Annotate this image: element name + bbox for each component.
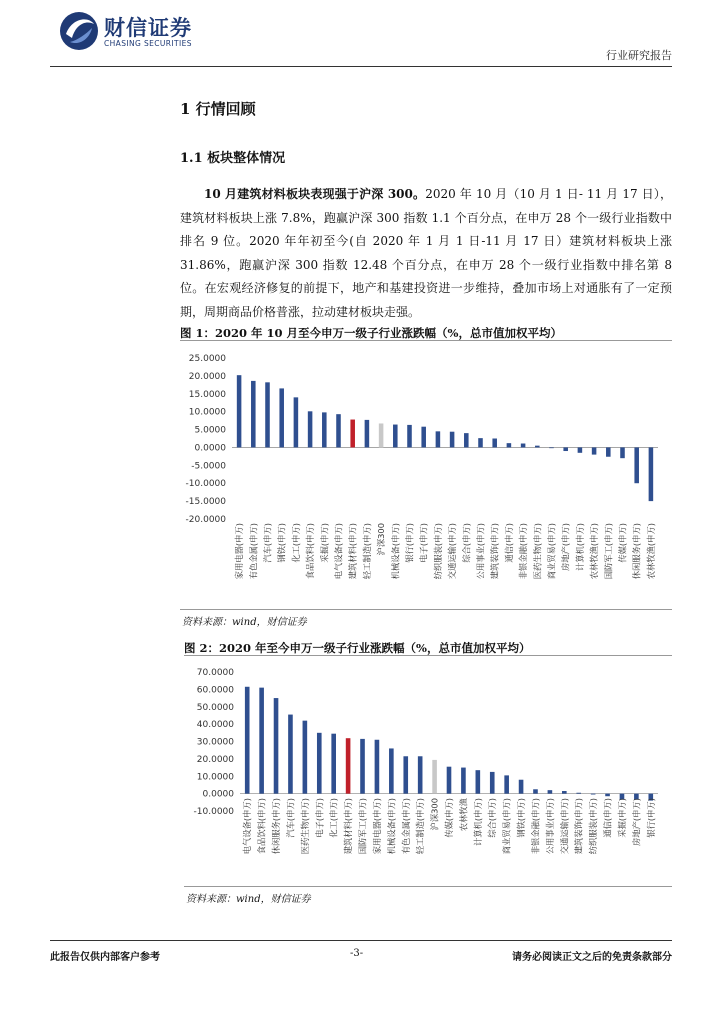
- bar: [407, 425, 412, 448]
- category-label: 电子(申万): [314, 798, 325, 838]
- subsection-title: 1.1 板块整体情况: [180, 151, 286, 166]
- bar: [279, 388, 284, 447]
- category-label: 商业贸易(申万): [546, 523, 557, 580]
- category-label: 公用事业(申万): [475, 523, 486, 580]
- category-label: 化工(申万): [328, 798, 339, 838]
- category-label: 银行(申万): [404, 523, 415, 563]
- category-label: 传媒(申万): [444, 798, 454, 838]
- category-label: 医药生物(申万): [299, 798, 310, 855]
- bar: [436, 431, 441, 447]
- bar: [421, 427, 426, 448]
- category-label: 国防军工(申万): [357, 798, 368, 855]
- figure-2-title: 图 2：2020 年至今申万一级子行业涨跌幅（%，总市值加权平均）: [184, 641, 531, 655]
- brand-name-en: CHASING SECURITIES: [104, 39, 192, 48]
- category-label: 沪深300: [429, 798, 440, 831]
- category-label: 银行(申万): [645, 798, 656, 838]
- bar: [393, 425, 398, 448]
- figure-1-chart: [180, 341, 672, 609]
- bar: [322, 412, 327, 447]
- category-label: 电气设备(申万): [242, 798, 253, 855]
- category-label: 建筑材料(申万): [347, 523, 358, 580]
- figure-2-frame: [184, 655, 672, 887]
- category-label: 食品饮料(申万): [256, 798, 267, 855]
- y-tick-label: 50.0000: [196, 702, 234, 713]
- category-label: 综合(申万): [461, 523, 472, 563]
- y-tick-label: 20.0000: [196, 754, 234, 765]
- category-label: 电气设备(申万): [333, 523, 344, 580]
- footer-disclaimer: 此报告仅供内部客户参考: [50, 952, 160, 963]
- category-label: 商业贸易(申万): [501, 798, 512, 855]
- category-label: 传媒(申万): [617, 523, 628, 563]
- bar: [432, 760, 437, 794]
- bar: [245, 687, 250, 794]
- bar: [634, 447, 639, 483]
- category-label: 农林牧渔: [458, 798, 469, 832]
- bar: [237, 375, 242, 447]
- bar: [478, 438, 483, 447]
- summary-paragraph: [180, 183, 672, 324]
- bar: [331, 734, 336, 794]
- y-tick-label: 15.0000: [188, 389, 226, 400]
- report-type: 行业研究报告: [606, 49, 672, 62]
- bar: [548, 790, 553, 793]
- bar: [521, 444, 526, 448]
- category-label: 电子(申万): [418, 523, 429, 563]
- category-label: 机械设备(申万): [390, 523, 401, 580]
- y-tick-label: -10.0000: [193, 807, 234, 817]
- bar: [578, 447, 583, 452]
- category-label: 机械设备(申万): [386, 798, 397, 855]
- bar: [294, 397, 299, 447]
- bar: [303, 721, 308, 794]
- bar: [450, 432, 455, 448]
- bar: [592, 447, 597, 454]
- category-label: 公用事业(申万): [544, 798, 555, 855]
- category-label: 有色金属(申万): [248, 523, 259, 580]
- category-label: 建筑装饰(申万): [573, 798, 584, 855]
- category-label: 通信(申万): [503, 523, 514, 563]
- bar: [606, 447, 611, 456]
- header-divider: [50, 66, 672, 67]
- category-label: 交通运输(申万): [447, 523, 458, 580]
- category-label: 家用电器(申万): [371, 798, 382, 855]
- bar: [464, 433, 469, 447]
- bar: [317, 733, 322, 794]
- y-tick-label: 40.0000: [196, 720, 234, 731]
- bar: [274, 698, 279, 794]
- category-label: 汽车(申万): [262, 523, 273, 563]
- y-tick-label: -15.0000: [185, 497, 226, 508]
- bar: [375, 740, 380, 794]
- bar: [490, 772, 495, 794]
- category-label: 农林牧渔(申万): [589, 523, 600, 580]
- bar: [533, 789, 538, 793]
- y-tick-label: -10.0000: [185, 479, 226, 490]
- bar: [649, 447, 654, 501]
- category-label: 采掘(申万): [319, 523, 330, 563]
- bar: [447, 767, 452, 794]
- category-label: 国防军工(申万): [603, 523, 614, 580]
- category-label: 沪深300: [376, 523, 387, 556]
- category-label: 房地产(申万): [560, 523, 571, 571]
- bar: [535, 446, 540, 448]
- category-label: 轻工制造(申万): [415, 798, 426, 855]
- figure-1-title: 图 1：2020 年 10 月至今申万一级子行业涨跌幅（%，总市值加权平均）: [180, 326, 562, 340]
- figure-2-chart: [184, 656, 672, 886]
- category-label: 建筑装饰(申万): [489, 523, 500, 580]
- category-label: 纺织服装(申万): [588, 798, 599, 855]
- figure-2-source: 资料来源：wind，财信证券: [186, 894, 311, 905]
- y-tick-label: 10.0000: [196, 772, 234, 783]
- category-label: 休闲服务(申万): [271, 798, 282, 855]
- paragraph-body: 2020 年 10 月（10 月 1 日- 11 月 17 日），建筑材料板块上涨 7.8%，跑赢沪深 300 指数 1.1 个百分点，在申万 28 个一级行业指数中排名 9 位。2020 年年初至今(自 2020 年 1 月 1 日-11 月 17 日）建筑材料板块上涨 31.86%，跑赢沪深 300 指数 12.48 个百分点，在申万 28 个一级行业指数中排名第 8 位。在宏观经济修复的前提下，地产和基建投资进一步维持，叠加市场上对通胀有了一定预期，周期商品价格普涨，拉动建材板块走强。: [180, 187, 672, 319]
- page-number: -3-: [350, 948, 364, 959]
- bar: [507, 443, 512, 447]
- y-tick-label: -20.0000: [185, 515, 226, 525]
- bar: [605, 794, 610, 797]
- bar: [519, 780, 524, 794]
- y-tick-label: 25.0000: [188, 354, 226, 364]
- bar: [360, 739, 365, 794]
- logo-mark-icon: [58, 10, 100, 52]
- y-tick-label: -5.0000: [191, 461, 226, 472]
- category-label: 医药生物(申万): [532, 523, 543, 580]
- y-tick-label: 10.0000: [188, 407, 226, 418]
- category-label: 家用电器(申万): [234, 523, 245, 580]
- category-label: 交通运输(申万): [559, 798, 570, 855]
- bar: [549, 447, 554, 448]
- y-tick-label: 70.0000: [196, 668, 234, 678]
- bar: [308, 411, 313, 447]
- category-label: 汽车(申万): [285, 798, 296, 838]
- category-label: 钢铁(申万): [276, 523, 287, 563]
- bar: [562, 791, 567, 794]
- category-label: 化工(申万): [290, 523, 301, 563]
- y-tick-label: 60.0000: [196, 685, 234, 696]
- category-label: 非银金融(申万): [518, 523, 529, 580]
- bar: [591, 794, 596, 795]
- bar: [492, 439, 497, 448]
- bar: [265, 382, 270, 447]
- category-label: 综合(申万): [487, 798, 498, 838]
- bar: [346, 738, 351, 793]
- category-label: 房地产(申万): [631, 798, 642, 846]
- figure-1-frame: [180, 340, 672, 610]
- paragraph-lead: 10 月建筑材料板块表现强于沪深 300。: [204, 187, 426, 201]
- category-label: 计算机(申万): [472, 798, 483, 846]
- y-tick-label: 5.0000: [194, 425, 226, 436]
- category-label: 纺织服装(申万): [432, 523, 443, 580]
- bar: [251, 381, 256, 448]
- footer-divider: [50, 940, 672, 941]
- category-label: 非银金融(申万): [530, 798, 541, 855]
- section-title: 1 行情回顾: [180, 100, 256, 118]
- figure-1-source: 资料来源：wind，财信证券: [182, 617, 307, 628]
- y-tick-label: 30.0000: [196, 737, 234, 748]
- category-label: 食品饮料(申万): [305, 523, 316, 580]
- category-label: 轻工制造(申万): [361, 523, 372, 580]
- category-label: 通信(申万): [602, 798, 613, 838]
- bar: [418, 756, 423, 793]
- bar: [259, 688, 264, 794]
- bar: [620, 447, 625, 458]
- footer-legal-notice: 请务必阅读正文之后的免责条款部分: [512, 952, 672, 963]
- bar: [379, 423, 384, 447]
- bar: [476, 770, 481, 793]
- bar: [576, 793, 581, 794]
- bar: [350, 420, 355, 448]
- category-label: 有色金属(申万): [400, 798, 411, 855]
- company-logo: [58, 10, 198, 52]
- y-tick-label: 20.0000: [188, 371, 226, 382]
- bar: [288, 715, 293, 794]
- bar: [365, 420, 370, 448]
- category-label: 建筑材料(申万): [343, 798, 354, 855]
- bar: [403, 756, 408, 793]
- category-label: 钢铁(申万): [516, 798, 527, 838]
- bar: [563, 447, 568, 451]
- category-label: 农林牧渔(申万): [645, 523, 656, 580]
- bar: [461, 768, 466, 794]
- y-tick-label: 0.0000: [202, 789, 234, 800]
- category-label: 休闲服务(申万): [631, 523, 642, 580]
- category-label: 计算机(申万): [574, 523, 585, 571]
- bar: [504, 775, 509, 793]
- bar: [389, 748, 394, 793]
- category-label: 采掘(申万): [616, 798, 627, 838]
- y-tick-label: 0.0000: [194, 443, 226, 454]
- bar: [336, 414, 341, 447]
- brand-name-cn: 财信证券: [104, 16, 192, 40]
